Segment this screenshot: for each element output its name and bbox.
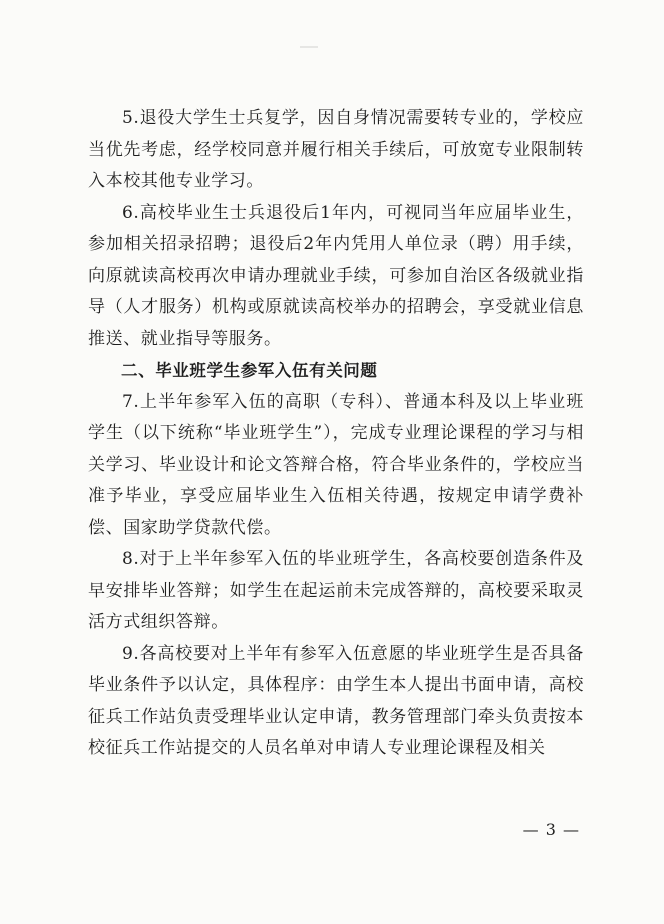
paragraph-7: 7.上半年参军入伍的高职（专科）、普通本科及以上毕业班学生（以下统称“毕业班学生”），完成专业理论课程的学习与相关学习、毕业设计和论文答辩合格，符合毕业条件的，学校应当准予毕业，享受应届毕业生入伍相关待遇，按规定申请学费补偿、国家助学贷款代偿。 — [88, 391, 584, 538]
document-body — [88, 103, 584, 765]
scan-mark — [300, 46, 318, 48]
page-number: — 3 — — [522, 820, 580, 839]
paragraph-6: 6.高校毕业生士兵退役后1年内，可视同当年应届毕业生，参加相关招录招聘；退役后2年内凭用人单位录（聘）用手续，向原就读高校再次申请办理就业手续，可参加自治区各级就业指导（人才服务）机构或原就读高校举办的招聘会，享受就业信息推送、就业指导等服务。 — [88, 202, 584, 349]
paragraph-9: 9.各高校要对上半年有参军入伍意愿的毕业班学生是否具备毕业条件予以认定，具体程序：由学生本人提出书面申请，高校征兵工作站负责受理毕业认定申请，教务管理部门牵头负责按本校征兵工作站提交的人员名单对申请人专业理论课程及相关 — [88, 643, 584, 758]
paragraph-8: 8.对于上半年参军入伍的毕业班学生，各高校要创造条件及早安排毕业答辩；如学生在起运前未完成答辩的，高校要采取灵活方式组织答辩。 — [88, 549, 584, 632]
section-heading: 二、毕业班学生参军入伍有关问题 — [121, 361, 378, 380]
paragraph-5: 5.退役大学生士兵复学，因自身情况需要转专业的，学校应当优先考虑，经学校同意并履行相关手续后，可放宽专业限制转入本校其他专业学习。 — [88, 108, 584, 191]
